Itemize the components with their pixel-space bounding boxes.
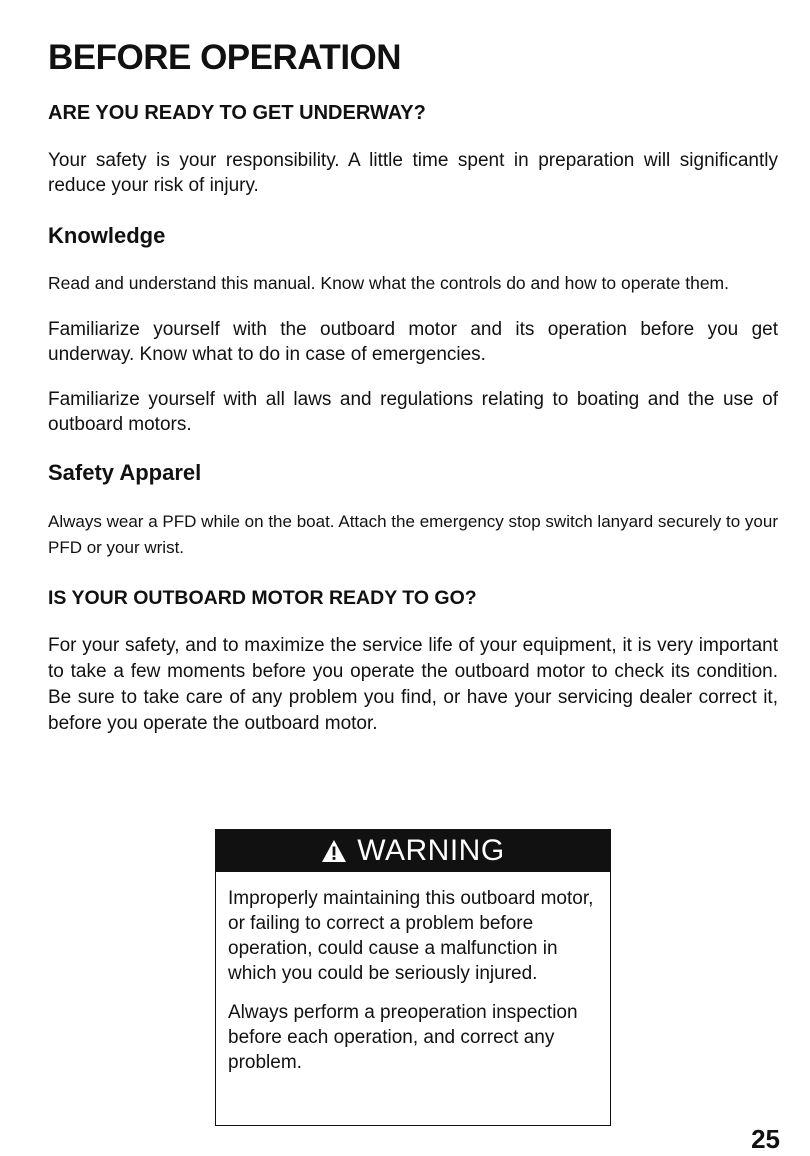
knowledge-paragraph-3: Familiarize yourself with all laws and regulations relating to boating and the use of outboard motors. [48, 389, 778, 435]
warning-paragraph-1: Improperly maintaining this outboard motor, or failing to correct a problem before operation, could cause a malfunction in which you could be seriously injured. [228, 888, 594, 984]
knowledge-heading: Knowledge [48, 223, 166, 248]
warning-header [216, 830, 610, 872]
ready-paragraph: For your safety, and to maximize the service life of your equipment, it is very important to take a few moments before you operate the outboard motor to check its condition. Be sure to take care of any problem you find, or have your servicing dealer correct it, before you operate the outboard motor. [48, 635, 778, 734]
page-title: BEFORE OPERATION [48, 38, 402, 77]
knowledge-paragraph-2: Familiarize yourself with the outboard motor and its operation before you get underway. Know what to do in case of emergencies. [48, 319, 778, 365]
warning-body [216, 872, 610, 1075]
page-number: 25 [751, 1124, 780, 1154]
warning-box [215, 829, 611, 1126]
warning-paragraph-2: Always perform a preoperation inspection before each operation, and correct any problem. [228, 1002, 578, 1073]
warning-triangle-icon [321, 839, 347, 863]
intro-paragraph: Your safety is your responsibility. A little time spent in preparation will significantly reduce your risk of injury. [48, 150, 778, 196]
knowledge-paragraph-1: Read and understand this manual. Know what the controls do and how to operate them. [48, 273, 729, 293]
safety-apparel-heading: Safety Apparel [48, 460, 202, 485]
safety-apparel-paragraph: Always wear a PFD while on the boat. Attach the emergency stop switch lanyard securely to your PFD or your wrist. [48, 512, 778, 557]
section-heading-ready: IS YOUR OUTBOARD MOTOR READY TO GO? [48, 587, 477, 609]
warning-title: WARNING [357, 834, 505, 867]
section-heading-underway: ARE YOU READY TO GET UNDERWAY? [48, 102, 426, 124]
page-content [48, 36, 778, 737]
